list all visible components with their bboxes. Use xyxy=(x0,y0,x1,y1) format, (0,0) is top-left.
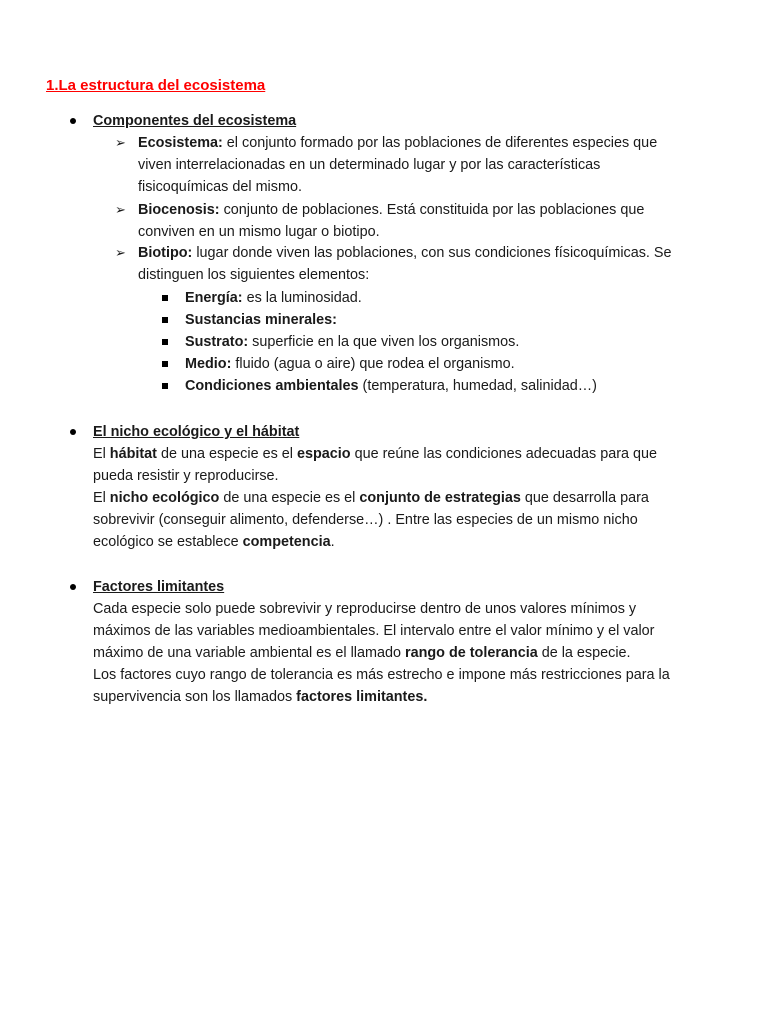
term: Condiciones ambientales xyxy=(185,378,359,394)
bullet-dot xyxy=(70,584,76,590)
document-title: 1.La estructura del ecosistema xyxy=(46,77,266,94)
section-heading: Factores limitantes xyxy=(93,579,225,595)
definition-text: superficie en la que viven los organismos. xyxy=(248,334,520,350)
bold-term: espacio xyxy=(296,446,351,462)
definition-text: (temperatura, humedad, salinidad…) xyxy=(358,378,597,394)
text-run: pueda resistir y reproducirse. xyxy=(93,468,279,484)
term: Medio: xyxy=(185,356,232,372)
text-run: El xyxy=(93,490,110,506)
sub-list-item xyxy=(162,331,722,353)
term: Sustancias minerales: xyxy=(185,312,337,328)
definition-text: distinguen los siguientes elementos: xyxy=(138,267,370,283)
definition-text: fluido (agua o aire) que rodea el organismo. xyxy=(231,356,515,372)
paragraph xyxy=(93,443,713,553)
bullet-dot xyxy=(70,429,76,435)
text-run: de una especie es el xyxy=(156,446,297,462)
sub-list-item xyxy=(162,353,722,375)
section-heading: Componentes del ecosistema xyxy=(93,113,297,129)
definition-text: conviven en un mismo lugar o biotipo. xyxy=(138,224,380,240)
text-run: Cada especie solo puede sobrevivir y reproducirse dentro de unos valores mínimos y xyxy=(93,601,637,617)
bold-term: factores limitantes. xyxy=(296,689,428,705)
bullet-dot xyxy=(70,118,76,124)
definition-text: viven interrelacionadas en un determinado lugar y por las características xyxy=(138,157,601,173)
text-run: que reúne las condiciones adecuadas para que xyxy=(350,446,658,462)
bold-term: competencia xyxy=(242,534,331,550)
text-run: supervivencia son los llamados xyxy=(93,689,297,705)
text-run: ecológico se establece xyxy=(93,534,243,550)
arrow-bullet-icon: ➢ xyxy=(115,202,126,217)
definition-text: el conjunto formado por las poblaciones de diferentes especies que xyxy=(222,135,658,151)
square-bullet-icon xyxy=(162,383,168,389)
arrow-bullet-icon: ➢ xyxy=(115,135,126,150)
text-run: El xyxy=(93,446,110,462)
square-bullet-icon xyxy=(162,317,168,323)
sub-list-item xyxy=(162,309,722,331)
text-run: . xyxy=(330,534,335,550)
paragraph xyxy=(93,598,713,708)
sub-list-item xyxy=(162,287,722,309)
term: Sustrato: xyxy=(185,334,249,350)
arrow-bullet-icon: ➢ xyxy=(115,245,126,260)
term: Energía: xyxy=(185,290,243,306)
text-run: máximo de una variable ambiental es el llamado xyxy=(93,645,405,661)
square-bullet-icon xyxy=(162,361,168,367)
text-run: máximos de las variables medioambientales. El intervalo entre el valor mínimo y el valor xyxy=(93,623,655,639)
bold-term: nicho ecológico xyxy=(109,490,220,506)
sub-list-item xyxy=(162,375,722,397)
bold-term: conjunto de estrategias xyxy=(359,490,521,506)
bold-term: rango de tolerancia xyxy=(404,645,538,661)
square-bullet-icon xyxy=(162,339,168,345)
text-run: que desarrolla para xyxy=(520,490,649,506)
term: Biocenosis: xyxy=(138,202,220,218)
text-run: de la especie. xyxy=(537,645,631,661)
definition-text: es la luminosidad. xyxy=(242,290,362,306)
text-run: sobrevivir (conseguir alimento, defenderse…) . Entre las especies de un mismo nicho xyxy=(93,512,638,528)
text-run: de una especie es el xyxy=(219,490,360,506)
square-bullet-icon xyxy=(162,295,168,301)
definition-text: fisicoquímicas del mismo. xyxy=(138,179,302,195)
term: Biotipo: xyxy=(138,245,193,261)
definition-text: lugar donde viven las poblaciones, con sus condiciones físicoquímicas. Se xyxy=(192,245,672,261)
definition-text: conjunto de poblaciones. Está constituida por las poblaciones que xyxy=(219,202,645,218)
bold-term: hábitat xyxy=(109,446,157,462)
term: Ecosistema: xyxy=(138,135,223,151)
text-run: Los factores cuyo rango de tolerancia es más estrecho e impone más restricciones para la xyxy=(93,667,670,683)
section-heading: El nicho ecológico y el hábitat xyxy=(93,424,300,440)
